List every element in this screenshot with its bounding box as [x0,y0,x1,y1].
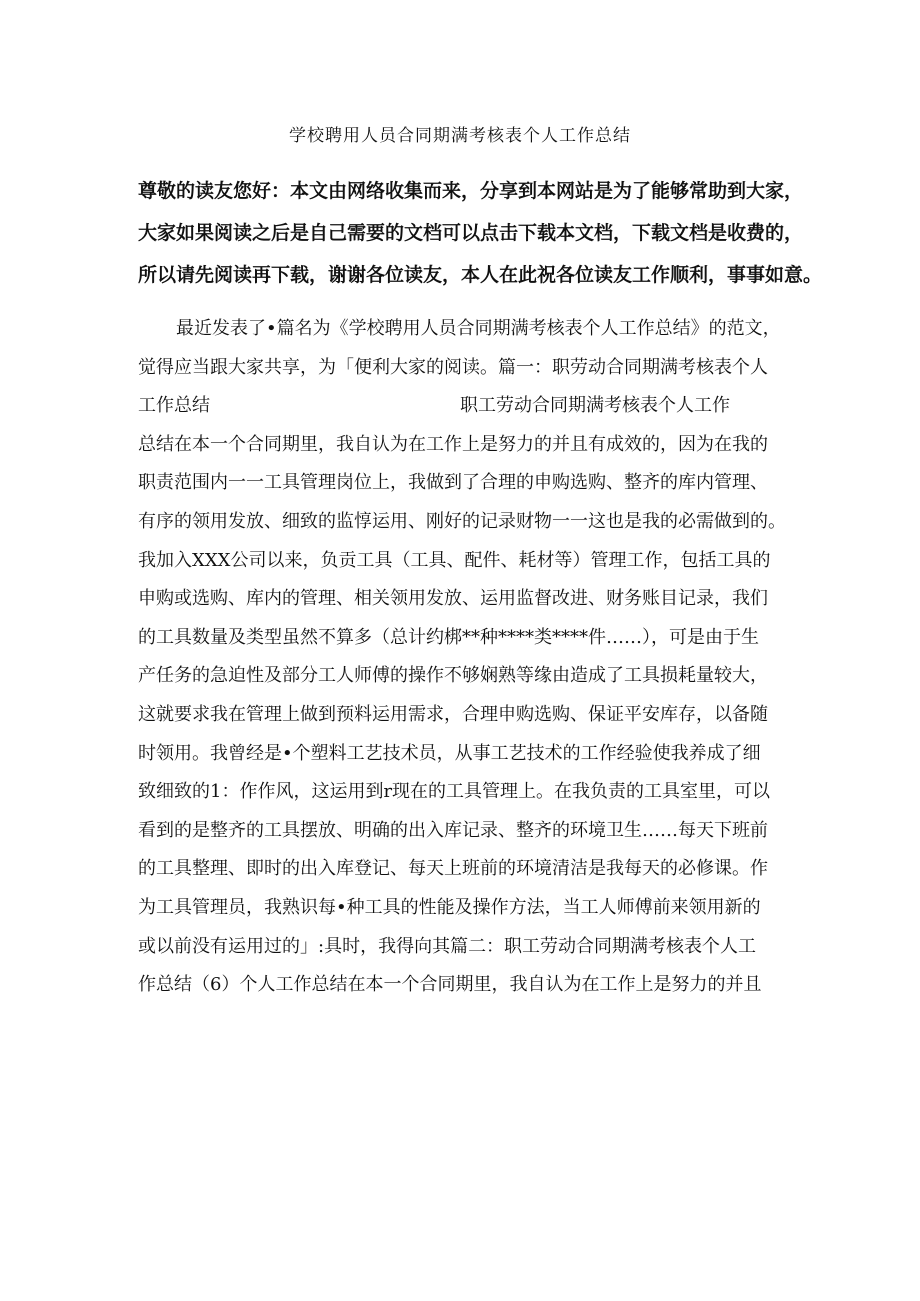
body-line: 时领用。我曾经是•个塑料工艺技术员，从事工艺技术的工作经验使我养成了细 [138,742,761,764]
document-title: 学校聘用人员合同期满考核表个人工作总结 [289,126,631,146]
body-line: 总结在本一个合同期里，我自认为在工作上是努力的并且有成效的，因为在我的 [138,433,768,455]
body-line: 产任务的急迫性及部分工人师傅的操作不够娴熟等缘由造成了工具损耗量较大， [138,665,768,687]
document-body [138,310,798,1005]
body-line: 申购或选购、库内的管理、相关领用发放、运用监督改进、财务账目记录，我们 [138,588,768,610]
notice-line: 大家如果阅读之后是自己需要的文档可以点击下载本文档，下载文档是收费的， [138,222,804,244]
body-line: 或以前没有运用过的」:具时，我得向其篇二：职工劳动合同期满考核表个人工 [138,935,757,957]
body-line: 这就要求我在管理上做到预料运用需求，合理申购选购、保证平安库存，以备随 [138,703,768,725]
body-line: 最近发表了•篇名为《学校聘用人员合同期满考核表个人工作总结》的范文， [176,318,781,339]
body-line-split [138,387,798,426]
body-line: 我加入XXX公司以来，负贡工具（工具、配件、耗材等）管理工作，包括工具的 [138,549,771,571]
body-line: 的工具数量及类型虽然不算多（总计约梆**种****类****件……），可是由于生 [138,626,759,648]
body-line-left: 工作总结 [138,395,210,417]
notice-line: 尊敬的读友您好：本文由网络收集而来，分享到本网站是为了能够常助到大家， [138,180,804,202]
notice-line: 所以请先阅读再下载，谢谢各位读友，本人在此祝各位读友工作顺利，事事如意。 [138,264,823,286]
reader-notice [138,170,823,296]
body-line: 职责范围内一一工具管理岗位上，我做到了合理的申购选购、整齐的库内管理、 [138,472,768,494]
body-line: 致细致的1：作作风，这运用到r现在的工具管理上。在我负责的工具室里，可以 [138,781,771,803]
body-line-right: 职工劳动合同期满考核表个人工作 [460,395,730,417]
body-line: 为工具管理员，我熟识每•种工具的性能及操作方法，当工人师傅前来领用新的 [138,896,761,918]
body-line: 作总结（6）个人工作总结在本一个合同期里，我自认为在工作上是努力的并且 [138,974,762,996]
body-line: 觉得应当跟大家共享，为「便利大家的阅读。篇一：职劳动合同期满考核表个人 [138,356,768,378]
body-line: 的工具整理、即时的出入库登记、每天上班前的环境清洁是我每天的必修课。作 [138,858,768,880]
body-line: 看到的是整齐的工具摆放、明确的出入库记录、整齐的环境卫生……每天下班前 [138,819,768,841]
body-line: 有序的领用发放、细致的监惇运用、刚好的记录财物一一这也是我的必需做到的。 [138,510,786,532]
